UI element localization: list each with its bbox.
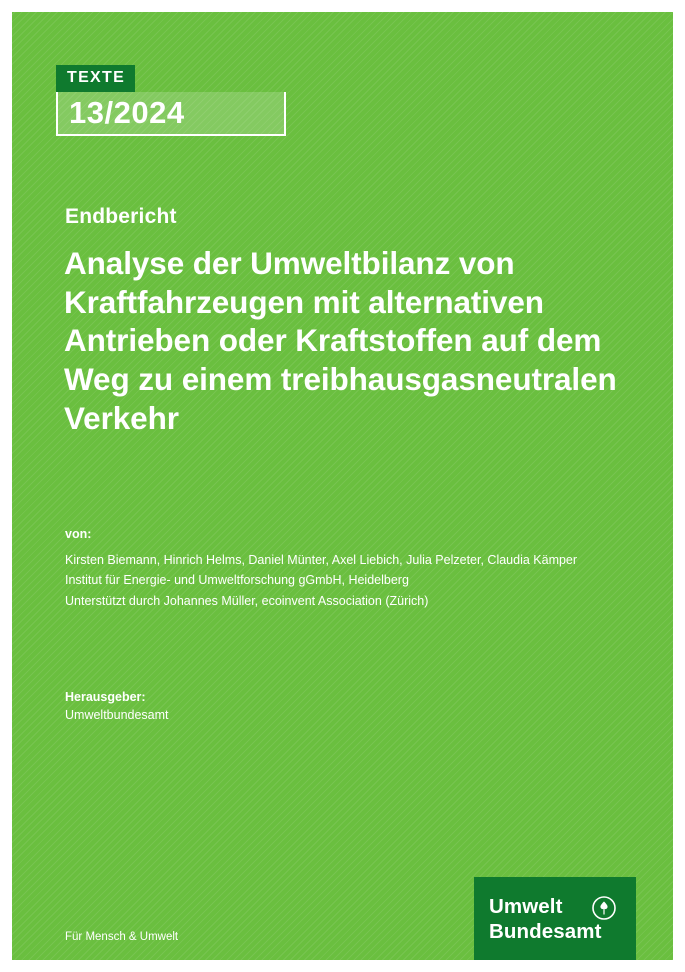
tagline: Für Mensch & Umwelt — [65, 931, 179, 943]
report-type: Endbericht — [65, 205, 177, 228]
report-cover — [12, 12, 673, 960]
logo-line-2: Bundesamt — [489, 920, 602, 943]
authors-label: von: — [65, 527, 92, 541]
authors-block — [65, 527, 625, 611]
publisher-block — [65, 690, 169, 725]
logo-line-1: Umwelt — [489, 895, 563, 918]
issue-number: 13/2024 — [69, 95, 185, 131]
page-title: Analyse der Umweltbilanz von Kraftfahrzeugen mit alternativen Antrieben oder Kraftstoffen auf dem Weg zu einem treibhausgasneutralen Verkehr — [64, 245, 617, 436]
issue-box — [56, 92, 286, 136]
publisher-label: Herausgeber: — [65, 690, 146, 704]
series-badge — [56, 65, 286, 136]
umweltbundesamt-logo — [474, 877, 636, 960]
tree-in-circle-icon — [592, 896, 616, 920]
publisher-name: Umweltbundesamt — [65, 708, 169, 722]
author-list: Kirsten Biemann, Hinrich Helms, Daniel Münter, Axel Liebich, Julia Pelzeter, Claudia Kämper — [65, 553, 578, 567]
author-institution: Institut für Energie- und Umweltforschung gGmbH, Heidelberg — [65, 573, 409, 588]
series-label: TEXTE — [56, 65, 135, 92]
author-support: Unterstützt durch Johannes Müller, ecoinvent Association (Zürich) — [65, 593, 429, 608]
